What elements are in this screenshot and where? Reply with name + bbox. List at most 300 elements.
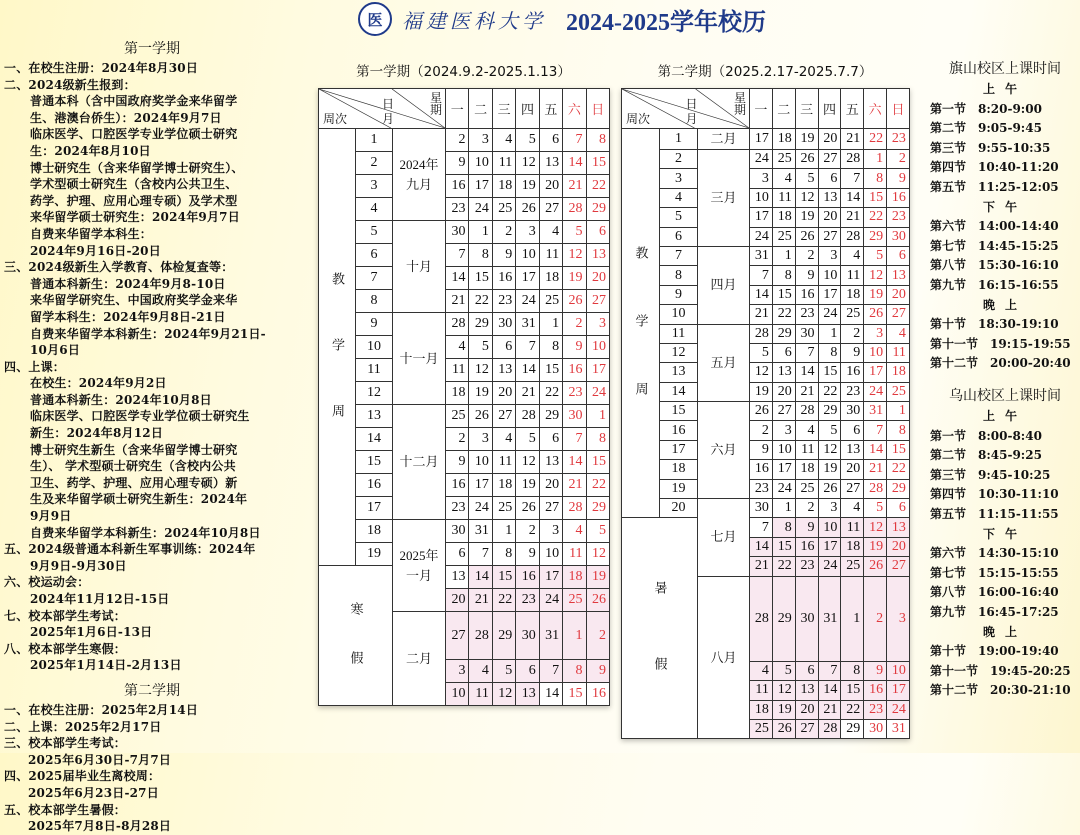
- event-line: 2025年6月23日-27日: [28, 785, 159, 800]
- teaching-week-row: [622, 169, 910, 188]
- period-time: 14:30-15:10: [978, 546, 1059, 561]
- date-cell: 19: [563, 267, 586, 290]
- date-cell: 24: [750, 227, 773, 246]
- holiday-date-cell: 15: [772, 537, 795, 556]
- holiday-date-cell: 20: [795, 700, 818, 719]
- period-time: 9:55-10:35: [978, 140, 1051, 155]
- period-time: 20:00-20:40: [990, 356, 1071, 371]
- holiday-date-cell: 16: [516, 566, 539, 589]
- class-period-row: [930, 485, 1080, 505]
- teaching-week-row: [319, 405, 610, 428]
- week-number: 8: [660, 266, 698, 285]
- date-cell: 19: [795, 208, 818, 227]
- event-line: 博士研究生新生（含来华留学博士研究: [30, 442, 238, 457]
- event-line: 四、上课：: [4, 359, 66, 374]
- holiday-date-cell: 23: [516, 589, 539, 612]
- class-period-row: [930, 139, 1080, 159]
- teaching-week-row: [622, 343, 910, 362]
- date-cell: 12: [750, 363, 773, 382]
- period-time: 11:15-11:55: [978, 506, 1059, 521]
- date-cell: 10: [469, 152, 492, 175]
- holiday-row: [622, 518, 910, 537]
- date-cell: 6: [818, 169, 841, 188]
- event-line: 临床医学、口腔医学专业学位硕士研究生: [30, 409, 250, 424]
- date-cell: 10: [750, 188, 773, 207]
- holiday-date-cell: 1: [841, 576, 864, 661]
- date-cell: 17: [750, 129, 773, 150]
- period-label: 下午: [982, 199, 1027, 214]
- holiday-date-cell: 22: [841, 700, 864, 719]
- period-name: 第二节: [930, 448, 967, 463]
- event-line: 四、2025届毕业生离校周：: [4, 769, 161, 784]
- event-line: 药学、护理、应用心理专硕）及学术型: [30, 193, 238, 208]
- date-cell: 2: [795, 499, 818, 518]
- date-cell: 13: [818, 188, 841, 207]
- date-cell: 29: [818, 402, 841, 421]
- date-cell: 20: [772, 382, 795, 401]
- period-name: 第十一节: [930, 336, 979, 351]
- teaching-week-row: [319, 382, 610, 405]
- holiday-date-cell: 27: [446, 612, 469, 660]
- date-cell: 8: [864, 169, 887, 188]
- period-time: 19:15-19:55: [990, 336, 1071, 351]
- date-cell: 22: [586, 175, 609, 198]
- month-label: 月: [685, 112, 698, 126]
- class-period-row: [930, 119, 1080, 139]
- date-cell: 30: [795, 324, 818, 343]
- date-cell: 15: [864, 188, 887, 207]
- date-cell: 4: [841, 246, 864, 265]
- holiday-date-cell: 10: [446, 683, 469, 706]
- date-cell: 17: [516, 267, 539, 290]
- date-cell: 4: [446, 336, 469, 359]
- date-cell: 20: [818, 129, 841, 150]
- date-cell: 8: [586, 428, 609, 451]
- date-cell: 27: [818, 227, 841, 246]
- date-cell: 7: [446, 244, 469, 267]
- date-cell: 10: [772, 440, 795, 459]
- holiday-date-cell: 13: [516, 683, 539, 706]
- date-cell: 13: [446, 566, 469, 589]
- teaching-week-row: [622, 188, 910, 207]
- date-cell: 4: [492, 428, 515, 451]
- period-time: 9:05-9:45: [978, 121, 1042, 136]
- date-cell: 28: [563, 198, 586, 221]
- date-cell: 23: [841, 382, 864, 401]
- date-cell: 28: [750, 324, 773, 343]
- week-number: 4: [660, 188, 698, 207]
- date-cell: 3: [818, 499, 841, 518]
- date-cell: 5: [586, 520, 609, 543]
- date-cell: 21: [516, 382, 539, 405]
- date-cell: 31: [864, 402, 887, 421]
- holiday-date-cell: 20: [887, 537, 910, 556]
- week-number: 10: [660, 305, 698, 324]
- event-line: 2025年6月30日-7月7日: [28, 752, 172, 767]
- period-name: 第十二节: [930, 356, 979, 371]
- week-number: 8: [356, 290, 393, 313]
- class-period-row: [930, 276, 1080, 296]
- date-cell: 13: [841, 440, 864, 459]
- week-number: 19: [356, 543, 393, 566]
- holiday-date-cell: 8: [772, 518, 795, 537]
- period-name: 第二节: [930, 121, 967, 136]
- date-cell: 24: [516, 290, 539, 313]
- date-cell: 8: [772, 266, 795, 285]
- date-cell: 31: [750, 246, 773, 265]
- date-cell: 8: [539, 336, 562, 359]
- schedule-title: 旗山校区上课时间: [949, 61, 1061, 77]
- holiday-date-cell: 16: [864, 681, 887, 700]
- period-time: 20:30-21:10: [990, 683, 1071, 698]
- date-cell: 6: [539, 428, 562, 451]
- date-cell: 16: [492, 267, 515, 290]
- holiday-date-cell: 18: [841, 537, 864, 556]
- date-cell: 2: [446, 428, 469, 451]
- teaching-week-row: [622, 129, 910, 150]
- week-number: 9: [356, 313, 393, 336]
- date-cell: 17: [586, 359, 609, 382]
- week-number: 2: [356, 152, 393, 175]
- section-label-cell: [319, 129, 356, 566]
- date-cell: 15: [563, 683, 586, 706]
- period-name: 第八节: [930, 585, 967, 600]
- class-period-row: [930, 158, 1080, 178]
- date-cell: 31: [469, 520, 492, 543]
- class-period-row: [930, 217, 1080, 237]
- event-line: 生、港澳台侨生）：2024年9月7日: [30, 110, 222, 125]
- date-cell: 20: [586, 267, 609, 290]
- date-cell: 10: [539, 543, 562, 566]
- date-cell: 2: [492, 221, 515, 244]
- sem1-events-list: [4, 60, 300, 674]
- sem1-title: 第一学期（2024.9.2-2025.1.13）: [356, 64, 571, 80]
- date-cell: 21: [446, 290, 469, 313]
- teaching-week-row: [622, 266, 910, 285]
- date-cell: 16: [563, 359, 586, 382]
- date-cell: 16: [586, 683, 609, 706]
- date-cell: 1: [818, 324, 841, 343]
- date-cell: 4: [772, 169, 795, 188]
- date-cell: 3: [772, 421, 795, 440]
- date-cell: 29: [469, 313, 492, 336]
- date-cell: 10: [586, 336, 609, 359]
- holiday-row: [319, 566, 610, 589]
- date-cell: 22: [586, 474, 609, 497]
- class-period-row: [930, 354, 1080, 374]
- period-name: 第十一节: [930, 663, 979, 678]
- day-label: 日: [382, 97, 395, 111]
- holiday-date-cell: 8: [841, 661, 864, 680]
- date-cell: 6: [492, 336, 515, 359]
- date-cell: 24: [818, 305, 841, 324]
- event-line: 来华留学硕士研究生：2024年9月7日: [30, 210, 240, 225]
- event-line: 新生：2024年8月12日: [30, 426, 164, 441]
- event-line: 八、校本部学生寒假：: [4, 641, 127, 656]
- date-cell: 29: [841, 720, 864, 739]
- date-cell: 22: [539, 382, 562, 405]
- date-cell: 28: [864, 479, 887, 498]
- date-cell: 11: [492, 152, 515, 175]
- period-label: 上午: [982, 82, 1027, 96]
- event-line: 生：2024年8月10日: [30, 143, 151, 158]
- week-number: 16: [356, 474, 393, 497]
- date-cell: 25: [446, 405, 469, 428]
- sem2-events-list: [4, 702, 300, 835]
- date-cell: 24: [586, 382, 609, 405]
- date-cell: 20: [539, 474, 562, 497]
- date-cell: 18: [492, 474, 515, 497]
- period-time: 16:00-16:40: [978, 585, 1059, 600]
- event-line: 五、校本部学生暑假：: [4, 802, 127, 817]
- holiday-date-cell: 21: [818, 700, 841, 719]
- period-time: 16:15-16:55: [978, 277, 1059, 292]
- university-logo: [358, 2, 392, 36]
- teaching-week-row: [319, 244, 610, 267]
- date-cell: 8: [469, 244, 492, 267]
- date-cell: 23: [887, 129, 910, 150]
- date-cell: 22: [818, 382, 841, 401]
- date-cell: 4: [887, 324, 910, 343]
- holiday-date-cell: 24: [539, 589, 562, 612]
- period-name: 第六节: [930, 219, 967, 234]
- holiday-date-cell: 29: [772, 576, 795, 661]
- holiday-date-cell: 22: [772, 557, 795, 576]
- event-line: 五、2024级普通本科新生军事训练：2024年: [4, 542, 256, 557]
- date-cell: 30: [446, 221, 469, 244]
- date-cell: 8: [586, 129, 609, 152]
- period-name: 第十节: [930, 317, 967, 332]
- teaching-week-row: [622, 363, 910, 382]
- class-period-row: [930, 662, 1080, 682]
- week-number: 14: [660, 382, 698, 401]
- date-cell: 13: [539, 451, 562, 474]
- period-label: 上午: [982, 409, 1027, 423]
- date-cell: 29: [586, 198, 609, 221]
- period-name: 第七节: [930, 238, 967, 253]
- teaching-week-row: [622, 208, 910, 227]
- date-cell: 28: [563, 497, 586, 520]
- holiday-date-cell: 22: [492, 589, 515, 612]
- holiday-date-cell: 15: [841, 681, 864, 700]
- date-cell: 16: [887, 188, 910, 207]
- period-name: 第十二节: [930, 683, 979, 698]
- date-cell: 23: [750, 479, 773, 498]
- date-cell: 1: [772, 499, 795, 518]
- week-number: 20: [660, 499, 698, 518]
- schedule-title: 乌山校区上课时间: [949, 388, 1061, 404]
- period-time: 14:00-14:40: [978, 219, 1059, 234]
- weekday-header-3: 三: [492, 89, 515, 129]
- week-number: 7: [660, 246, 698, 265]
- date-cell: 22: [864, 208, 887, 227]
- section-label-cell: [622, 518, 698, 739]
- date-cell: 25: [492, 198, 515, 221]
- date-cell: 18: [446, 382, 469, 405]
- teaching-week-row: [319, 175, 610, 198]
- teaching-weeks-label: 教学周: [633, 246, 649, 451]
- holiday-date-cell: 23: [795, 557, 818, 576]
- date-cell: 13: [492, 359, 515, 382]
- date-cell: 5: [516, 129, 539, 152]
- date-cell: 12: [864, 266, 887, 285]
- teaching-week-row: [622, 479, 910, 498]
- date-cell: 28: [795, 402, 818, 421]
- date-cell: 18: [841, 285, 864, 304]
- date-cell: 11: [795, 440, 818, 459]
- class-period-row: [930, 642, 1080, 662]
- date-cell: 2: [795, 246, 818, 265]
- date-cell: 19: [818, 460, 841, 479]
- class-period-row: [930, 100, 1080, 120]
- period-label: 晚上: [982, 624, 1027, 639]
- period-time: 10:30-11:10: [978, 487, 1059, 502]
- holiday-date-cell: 25: [563, 589, 586, 612]
- date-cell: 27: [887, 305, 910, 324]
- teaching-week-row: [319, 152, 610, 175]
- date-cell: 15: [586, 152, 609, 175]
- weekday-header-7: 日: [887, 89, 910, 129]
- date-cell: 2: [446, 129, 469, 152]
- date-cell: 25: [795, 479, 818, 498]
- week-number: 11: [660, 324, 698, 343]
- date-cell: 26: [563, 290, 586, 313]
- date-cell: 29: [772, 324, 795, 343]
- week-number: 12: [660, 343, 698, 362]
- page-header: [358, 0, 766, 38]
- date-cell: 28: [516, 405, 539, 428]
- teaching-week-row: [319, 520, 610, 543]
- date-cell: 22: [772, 305, 795, 324]
- holiday-date-cell: 9: [586, 660, 609, 683]
- date-cell: 11: [563, 543, 586, 566]
- date-cell: 2: [750, 421, 773, 440]
- date-cell: 19: [795, 129, 818, 150]
- date-cell: 29: [539, 405, 562, 428]
- holiday-date-cell: 25: [841, 557, 864, 576]
- date-cell: 20: [492, 382, 515, 405]
- event-line: 六、校运动会：: [4, 575, 90, 590]
- date-cell: 9: [750, 440, 773, 459]
- period-name: 第三节: [930, 140, 967, 155]
- holiday-date-cell: 18: [750, 700, 773, 719]
- holiday-date-cell: 31: [539, 612, 562, 660]
- event-line: 在校生：2024年9月2日: [30, 376, 167, 391]
- date-cell: 11: [841, 266, 864, 285]
- date-cell: 6: [586, 221, 609, 244]
- class-period-row: [930, 505, 1080, 525]
- date-cell: 7: [841, 169, 864, 188]
- date-cell: 12: [469, 359, 492, 382]
- holiday-date-cell: 7: [818, 661, 841, 680]
- event-line: 卫生、药学、护理、应用心理专硕）新: [30, 475, 238, 490]
- teaching-week-row: [319, 474, 610, 497]
- date-cell: 26: [818, 479, 841, 498]
- week-number: 15: [660, 402, 698, 421]
- class-period-row: [930, 178, 1080, 198]
- holiday-date-cell: 24: [818, 557, 841, 576]
- date-cell: 19: [516, 175, 539, 198]
- period-time: 19:45-20:25: [990, 663, 1071, 678]
- weekday-header-2: 二: [772, 89, 795, 129]
- date-cell: 27: [539, 497, 562, 520]
- date-cell: 17: [772, 460, 795, 479]
- date-cell: 21: [563, 175, 586, 198]
- date-cell: 15: [818, 363, 841, 382]
- date-cell: 23: [887, 208, 910, 227]
- date-cell: 23: [446, 497, 469, 520]
- date-cell: 27: [539, 198, 562, 221]
- event-line: 自费来华留学本科新生：2024年10月8日: [30, 525, 261, 540]
- holiday-date-cell: 9: [864, 661, 887, 680]
- teaching-week-row: [622, 246, 910, 265]
- holiday-date-cell: 7: [539, 660, 562, 683]
- date-cell: 5: [563, 221, 586, 244]
- holiday-date-cell: 2: [864, 576, 887, 661]
- vacation-label: 寒假: [348, 602, 364, 700]
- holiday-date-cell: 26: [772, 720, 795, 739]
- holiday-date-cell: 12: [492, 683, 515, 706]
- date-cell: 5: [516, 428, 539, 451]
- date-cell: 14: [750, 285, 773, 304]
- date-cell: 26: [795, 227, 818, 246]
- date-cell: 3: [586, 313, 609, 336]
- date-cell: 12: [563, 244, 586, 267]
- date-cell: 27: [841, 479, 864, 498]
- date-cell: 18: [795, 460, 818, 479]
- date-cell: 22: [864, 129, 887, 150]
- date-cell: 9: [795, 266, 818, 285]
- event-line: 二、2024级新生报到：: [4, 77, 136, 92]
- date-cell: 9: [516, 543, 539, 566]
- date-cell: 12: [795, 188, 818, 207]
- weekday-header-6: 六: [864, 89, 887, 129]
- weekday-header-4: 四: [818, 89, 841, 129]
- week-number: 17: [356, 497, 393, 520]
- period-time: 16:45-17:25: [978, 604, 1059, 619]
- sem1-events-title: 第一学期: [124, 41, 180, 57]
- holiday-date-cell: 19: [772, 700, 795, 719]
- event-line: 来华留学研究生、中国政府奖学金来华: [30, 293, 238, 308]
- weekday-label: 星期: [734, 91, 747, 117]
- date-cell: 24: [772, 479, 795, 498]
- date-cell: 17: [864, 363, 887, 382]
- holiday-date-cell: 12: [772, 681, 795, 700]
- date-cell: 24: [469, 198, 492, 221]
- period-time: 11:25-12:05: [978, 179, 1059, 194]
- period-time: 15:30-16:10: [978, 258, 1059, 273]
- date-cell: 3: [469, 428, 492, 451]
- date-cell: 30: [887, 227, 910, 246]
- date-cell: 7: [864, 421, 887, 440]
- date-cell: 31: [887, 720, 910, 739]
- period-name: 第五节: [930, 179, 967, 194]
- date-cell: 4: [563, 520, 586, 543]
- date-cell: 7: [795, 343, 818, 362]
- weekday-header-6: 六: [563, 89, 586, 129]
- holiday-date-cell: 31: [818, 576, 841, 661]
- date-cell: 23: [492, 290, 515, 313]
- holiday-date-cell: 30: [516, 612, 539, 660]
- event-line: 10月6日: [30, 343, 81, 358]
- date-cell: 24: [750, 150, 773, 169]
- holiday-date-cell: 8: [563, 660, 586, 683]
- holiday-date-cell: 2: [586, 612, 609, 660]
- date-cell: 18: [539, 267, 562, 290]
- period-name: 第九节: [930, 277, 967, 292]
- holiday-date-cell: 19: [586, 566, 609, 589]
- event-line: 三、2024级新生入学教育、体检复查等：: [4, 260, 234, 275]
